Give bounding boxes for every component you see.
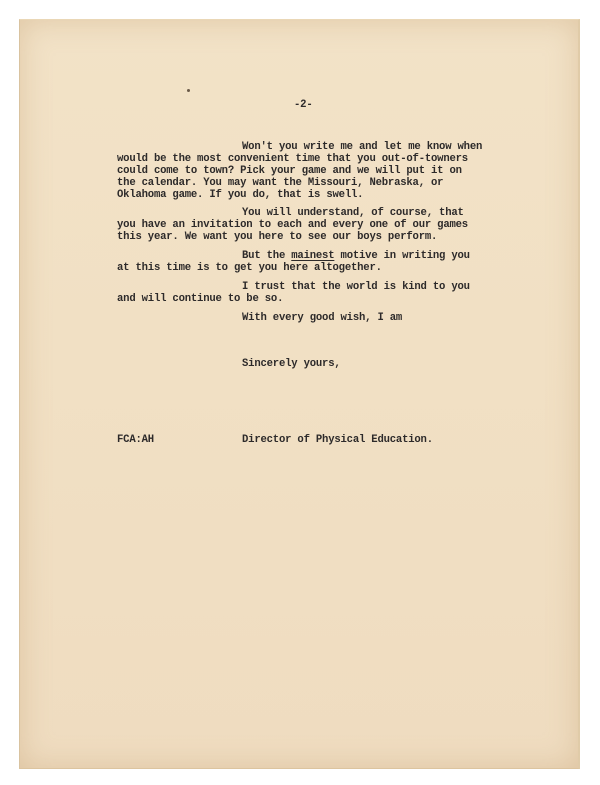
paragraph-1-line-5: Oklahoma game. If you do, that is swell. bbox=[117, 189, 364, 201]
paragraph-1-line-3: could come to town? Pick your game and we will put it on bbox=[117, 165, 462, 177]
reference-initials: FCA:AH bbox=[117, 434, 154, 446]
paragraph-4-line-2: and will continue to be so. bbox=[117, 293, 284, 305]
page-number: -2- bbox=[294, 99, 313, 111]
paragraph-2-line-1: You will understand, of course, that bbox=[242, 207, 464, 219]
paper-speck bbox=[187, 89, 190, 92]
paragraph-1-line-1: Won't you write me and let me know when bbox=[242, 141, 483, 153]
closing-wish: With every good wish, I am bbox=[242, 312, 403, 324]
paragraph-4-line-1: I trust that the world is kind to you bbox=[242, 281, 470, 293]
complimentary-close: Sincerely yours, bbox=[242, 358, 341, 370]
underlined-word: mainest bbox=[291, 250, 335, 262]
signatory-title: Director of Physical Education. bbox=[242, 434, 433, 446]
paragraph-1-line-4: the calendar. You may want the Missouri, Nebraska, or bbox=[117, 177, 444, 189]
letter-sheet bbox=[19, 19, 580, 769]
paragraph-1-line-2: would be the most convenient time that you out-of-towners bbox=[117, 153, 468, 165]
paragraph-3-line-2: at this time is to get you here altogether. bbox=[117, 262, 382, 274]
paragraph-2-line-2: you have an invitation to each and every one of our games bbox=[117, 219, 468, 231]
paragraph-2-line-3: this year. We want you here to see our boys perform. bbox=[117, 231, 438, 243]
paragraph-3-suffix: motive in writing you bbox=[334, 250, 470, 262]
paragraph-3-prefix: But the bbox=[242, 250, 292, 262]
paragraph-3-line-1 bbox=[242, 250, 470, 262]
